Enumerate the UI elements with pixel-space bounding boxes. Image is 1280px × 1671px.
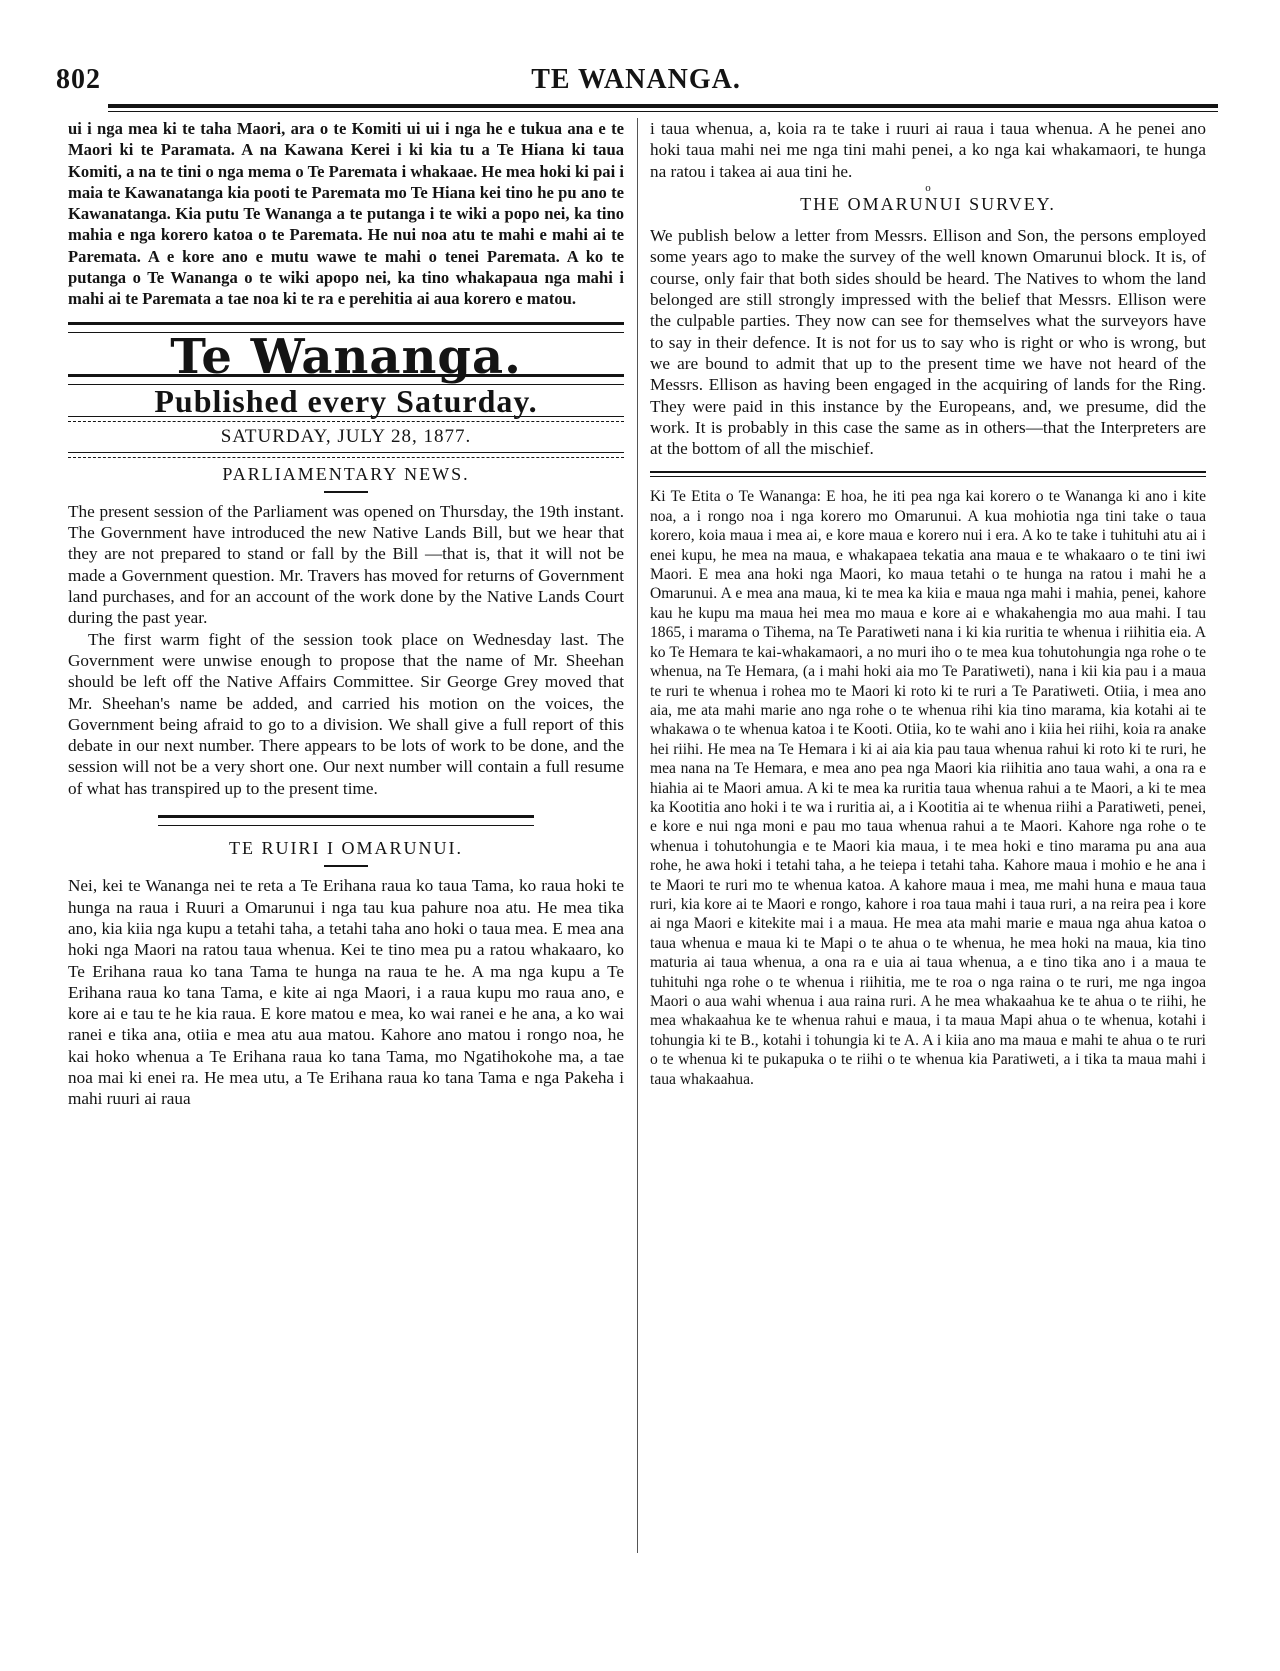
title-rule bbox=[324, 491, 368, 493]
column-divider bbox=[637, 118, 638, 1553]
continuation-paragraph: i taua whenua, a, koia ra te take i ruuri ai raua i taua whenua. A he penei ano hoki taua mahi nei me nga tini mahi penei, a ko nga kai whakamaori, te hunga na ratou i takea ai aua tini he. bbox=[650, 119, 1206, 181]
header-rule-thick bbox=[108, 104, 1218, 108]
ornamental-rule-2 bbox=[68, 452, 624, 458]
dateline: SATURDAY, JULY 28, 1877. bbox=[220, 426, 472, 448]
intro-paragraph: ui i nga mea ki te taha Maori, ara o te Komiti ui ui i nga he e tukua ana e te Maori ki te Paramata. A na Kawana Kerei i ki kia tu a Te Hiana ki taua Komiti, a na te tini o nga mema o Te Paremata i whakaae. He mea hoki ki pai i maia te Kawanatanga kia pooti te Paremata mo Te Hiana kei tino he pu ano te Kawanatanga. Kia putu Te Wananga a te putanga i te wiki a popo nei, ka tino mahia e nga korero katoa o te Paremata. He nui noa atu te mahi e mahi ai te Paremata. A e kore ano e mutu wawe te mahi o tenei Paremata. A ko te putanga o Te Wananga o te wiki apopo nei, ka tino whakapaua nga mahi i mahi ai te Paremata a tae noa ki te ra e perehitia ai aua korero e matou. bbox=[68, 119, 624, 309]
masthead-title: Te Wananga. bbox=[170, 328, 522, 385]
page-header bbox=[56, 64, 1216, 104]
right-column bbox=[650, 118, 1206, 1089]
published-line: Published every Saturday. bbox=[154, 382, 538, 419]
section-title-parliamentary-news: PARLIAMENTARY NEWS. bbox=[222, 463, 470, 484]
page-number: 802 bbox=[56, 64, 101, 95]
te-ruiri-paragraph: Nei, kei te Wananga nei te reta a Te Erihana raua ko taua Tama, ko raua hoki te hunga na raua i Ruuri a Omarunui i nga tau kua pahure noa atu. He mea tika ano, kia kiia nga kupu a tetahi taha, a tetahi taha ano hoki o taua mea. E mea ana hoki nga Maori na ratou taua whenua. Kei te tino mea pu a ratou whakaaro, ko Te Erihana raua ko tana Tama te hunga na raua te he. A ma nga kupu a Te Erihana raua ko tana Tama, e kite ai nga Maori, i a raua kupu mo raua ano, e kore ai e tau te he kia raua. E kore matou e mea, ko wai ranei e he ana, a ko wai ranei e tika ana, otiia e mea atu aua matou. Kahore ano matou i rongo noa, he kai hoko whenua a Te Erihana raua ko tana Tama, mo Ngatihokohe ma, a tae noa mai ki enei ra. He mea utu, a Te Erihana raua ko tana Tama e nga Pakeha i mahi ruuri ai raua bbox=[68, 876, 624, 1109]
letter-paragraph: Ki Te Etita o Te Wananga: E hoa, he iti pea nga kai korero o te Wananga ki ano i kite noa, a i rongo noa i nga korero mo Omarunui. A kua mohiotia nga tini take o taua korero, koia maua i mea ai, e kore maua e korero nui i era. A ko te take i tuhituhi atu ai i enei kupu, he mea na maua, e whakapaea tekatia ana maua e te whakaaro o te tini iwi Maori. E mea ana hoki nga Maori, ko maua tetahi o te hunga na ratou i mahi he a Omarunui. A e mea ana maua, ki te mea ka kiia e maua nga mahi i mahia, penei, kahore kau he kupu ma maua hei mea mo maua e kore ai e whakahengia mo aua mahi. I tau 1865, i marama o Tihema, na Te Paratiweti nana i ki kia ruritia te whenua i riihitia eia. A ko Te Hemara te kai-whakamaori, a no muri iho o te mea kua tohutohungia nga rohe o te whenua, na Te Hemara, (a i mahi hoki aia mo Te Paratiweti), nana i kii kia pau i a maua te ruri te whenua i rohea mo te Maori ki roto ki te ruri a Te Paratiweti. Otiia, i mea ano aia, me ata mahi marie ano nga rohe o te whenua rihi kia tino marama, kia kotahi ai te whakawa o te whenua katoa i te Kooti. Otiia, ko te wahi ano i kiia hei riihi, koia ra anake hei riihi. He mea na Te Hemara i ki ai aia kia pau taua whenua rahui ki roto ki te ruri, he mea nana na Te Hemara, e mea ano pea nga Maori kia riihitia ano taua wahi, a ona ra e hiahia ai te Maori amua. A ki te mea ka ruritia taua whenua rahui a te Maori, a ki te mea ka Kootitia ano hoki i te wa i ruritia ai, a i Kootitia ai te whenua riihi a Paratiweti, penei, e kore e nui nga moni e pau mo taua whenua rahui a te Maori. Kahore nga rohe o te whenua i tohutohungia e te Maori kia maua, i te mea hoki e tino marama pu ana aua rohe, he awa hoki i tetahi taha, a he teiepa i tetahi taha. Kahore maua i mohio e he ana i te Maori te ruri mo te whenua katoa. A kahore maua i mea, me mahi huna e maua taua ruri, kia kore ai te Maori e rongo, kahore i roa taua mahi i taua ruri, a na reira pea i kore ai nga Maori e kitekite mai i a maua. He mea ata mahi marie e maua nga ahua katoa o taua whenua e maua ki te Mapi o te ahua o te whenua, he mea hoki na maua, kia tino maturia ai taua whenua, a ona ra e uia ai taua whenua, a e tino tika ano i a maua te tuhituhi nga rohe o te whenua i riihitia, me te roa o nga raina o te ruri, me nga ingoa Maori o aua wahi whenua i aua raina ruri. A he mea whakaahua ke te ahua o te riihi, he mea whakaahua ke te whenua rahui e maua, i ta maua Mapi ahua o te whenua, kotahi i tohungia ki te B., kotahi i tohungia ki te A. A i kiia ano ma maua e mahi te ahua o te ruri o te whenua ki te pukapuka o te riihi o te whenua kia Paratiweti, a i tika ta maua mahi i taua whakaahua. bbox=[650, 488, 1206, 1088]
section-title-omarunui-survey: THE OMARUNUI SURVEY. bbox=[800, 193, 1056, 214]
section-title-te-ruiri: TE RUIRI I OMARUNUI. bbox=[229, 838, 463, 859]
ornament: o bbox=[925, 181, 931, 194]
parliamentary-paragraph-1: The present session of the Parliament was opened on Thursday, the 19th instant. The Government have introduced the new Native Lands Bill, but we hear that they are not prepared to stand or fall by the Bill —that is, that it will not be made a Government question. Mr. Travers has moved for returns of Government land purchases, and for an account of the work done by the Native Lands Court during the past year. bbox=[68, 501, 624, 628]
page-title: TE WANANGA. bbox=[531, 64, 741, 95]
parliamentary-paragraph-2: The first warm fight of the session took place on Wednesday last. The Government were unwise enough to propose that the name of Mr. Sheehan should be left off the Native Affairs Committee. Sir George Grey moved that Mr. Sheehan's name be added, and carried his motion on the voices, the Government being afraid to go to a division. We shall give a full report of this debate in our next number. There appears to be lots of work to be done, and the session will not be a very short one. Our next number will contain a full resume of what has transpired up to the present time. bbox=[68, 629, 624, 798]
section-rule-3 bbox=[650, 471, 1206, 477]
left-column bbox=[68, 118, 624, 1110]
survey-paragraph: We publish below a letter from Messrs. Ellison and Son, the persons employed some years ago to make the survey of the well known Omarunui block. It is, of course, only fair that both sides should be heard. The Natives to whom the land belonged are still strongly impressed with the belief that Messrs. Ellison were the culpable parties. They now can see for themselves what the surveyors have to say in their defence. It is not for us to say who is right or who is wrong, but we are bound to admit that up to the present time we have not heard of the Messrs. Ellison as having been engaged in the acquiring of lands for the Ring. They were paid in this instance by the Europeans, and, we presume, did the work. It is probably in this case the same as in others—that the Interpreters are at the bottom of all the mischief. bbox=[650, 226, 1206, 459]
header-rule-thin bbox=[108, 111, 1218, 112]
section-rule-2 bbox=[158, 815, 534, 826]
title-rule-2 bbox=[324, 865, 368, 867]
